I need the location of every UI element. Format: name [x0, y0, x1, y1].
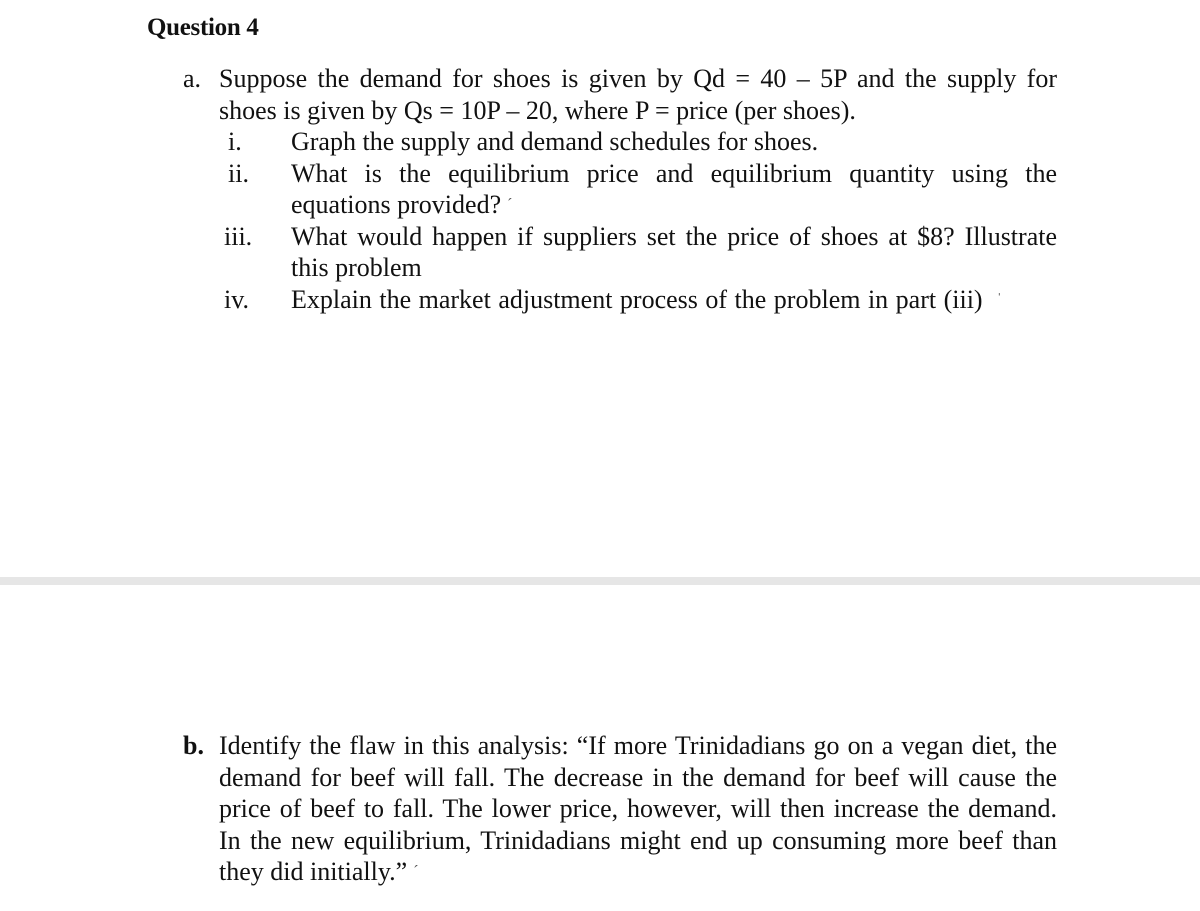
part-b-marker: b.	[183, 731, 204, 760]
tick-mark: ˊ	[413, 863, 419, 880]
part-a-line-1: Suppose the demand for shoes is given by Qd = 40 – 5P and the supply for	[219, 64, 1057, 93]
question-title: Question 4	[147, 14, 259, 41]
subquestion-text-cont: equations provided? $^ˊ$	[291, 190, 513, 219]
tick-mark: ˊ	[507, 196, 513, 213]
subquestion-iii	[224, 221, 1057, 284]
subquestion-text-cont: this problem	[291, 253, 422, 282]
subquestion-number: i.	[228, 127, 242, 156]
subquestion-i	[228, 126, 1057, 158]
subquestion-text: What is the equilibrium price and equilibrium quantity using the	[291, 158, 1057, 188]
page-separator	[0, 577, 1200, 585]
subquestion-iv	[224, 284, 1057, 316]
part-b-line-1: Identify the flaw in this analysis: “If more Trinidadians go on a vegan diet, the	[219, 731, 1057, 760]
subquestion-number: iii.	[224, 221, 253, 251]
subquestion-text: What would happen if suppliers set the price of shoes at $8? Illustrate	[291, 221, 1057, 251]
part-b-line-2: demand for beef will fall. The decrease in the demand for beef will cause the	[219, 762, 1057, 792]
subquestion-ii	[228, 158, 1057, 221]
subquestion-text: Graph the supply and demand schedules for shoes.	[291, 127, 819, 156]
part-b-line-4: In the new equilibrium, Trinidadians might end up consuming more beef than	[219, 825, 1057, 855]
part-a-paragraph	[183, 63, 1057, 126]
part-a-line-2: shoes is given by Qs = 10P – 20, where P = price (per shoes).	[219, 95, 856, 125]
subquestion-number: ii.	[228, 158, 249, 188]
part-a-marker: a.	[183, 64, 202, 93]
subquestion-text-cont: Explain the market adjustment process of the problem in part (iii) $^ˈ$	[291, 284, 1002, 314]
tick-mark: ˈ	[996, 290, 1002, 308]
subquestion-number: iv.	[224, 284, 250, 314]
part-b-paragraph	[183, 730, 1057, 888]
part-b-line-3: price of beef to fall. The lower price, however, will then increase the demand.	[219, 794, 1057, 823]
part-b-line-5: they did initially.” $^ˊ$	[219, 857, 419, 886]
part-a-subquestions	[224, 126, 1057, 315]
